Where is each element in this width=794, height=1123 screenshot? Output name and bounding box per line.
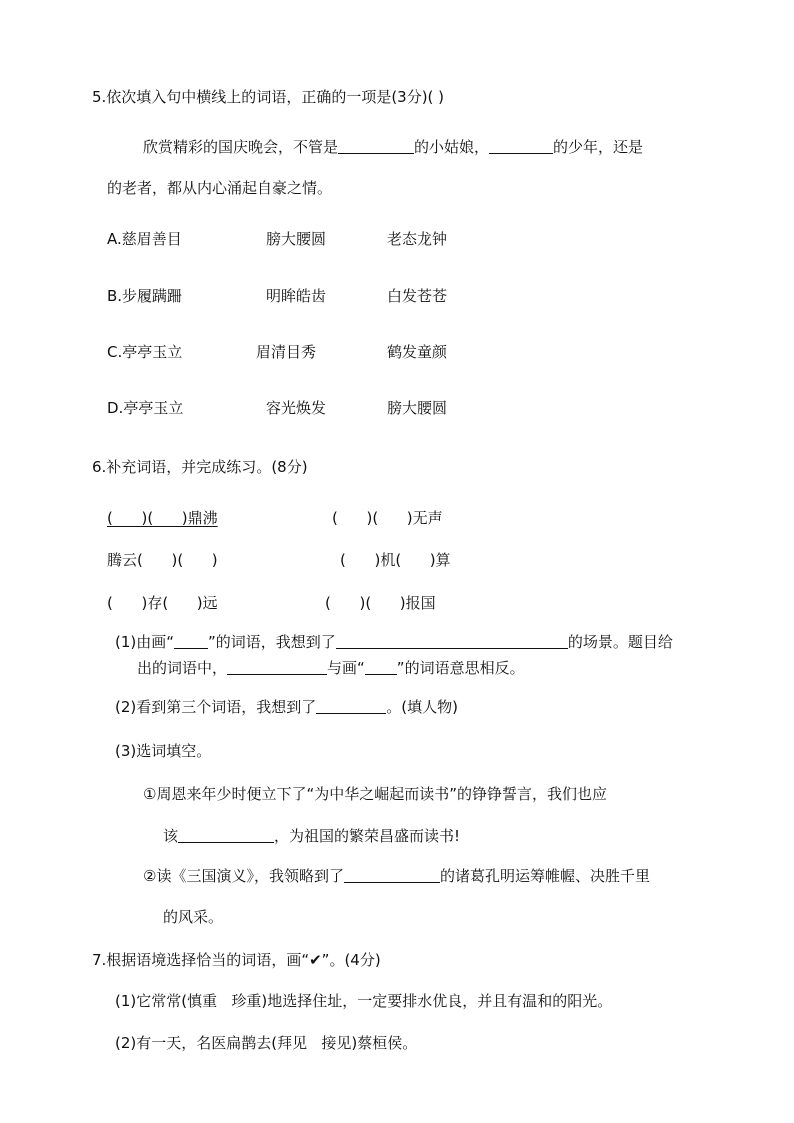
q6-part1-blank-c[interactable] <box>227 658 327 675</box>
q5-option-a-word3: 老态龙钟 <box>387 230 448 248</box>
q5-option-c-word2: 眉清目秀 <box>256 343 317 361</box>
q6-part3-title: (3)选词填空。 <box>115 742 212 760</box>
q5-option-a-word2: 膀大腰圆 <box>266 230 327 248</box>
q6-part1-line2 <box>137 658 525 678</box>
q6-sentence2-blank[interactable] <box>344 866 440 883</box>
q6-part1-text-c: 的场景。题目给 <box>567 633 673 651</box>
q5-option-b-word2: 明眸皓齿 <box>266 287 327 305</box>
q7-item2: (2)有一天，名医扁鹊去(拜见 接见)蔡桓侯。 <box>115 1034 418 1052</box>
q6-sentence1-line2 <box>163 826 460 846</box>
q6-sentence2-line1 <box>143 866 650 886</box>
q5-sentence-part1: 欣赏精彩的国庆晚会，不管是 <box>143 138 339 156</box>
q6-part2-blank[interactable] <box>316 697 386 714</box>
q6-sentence1-text-b: ，为祖国的繁荣昌盛而读书! <box>274 827 461 845</box>
q6-part2-text-a: (2)看到第三个词语，我想到了 <box>115 698 317 716</box>
q5-option-a-label: A.慈眉善目 <box>107 230 182 248</box>
q6-sentence2-line2: 的风采。 <box>163 908 224 926</box>
q5-sentence-line1 <box>143 137 643 157</box>
checkmark-icon: ✔ <box>309 951 322 969</box>
q6-part1-text-d: 出的词语中， <box>137 659 228 677</box>
q5-option-d-word3: 膀大腰圆 <box>387 399 448 417</box>
q6-sentence1-text-a: 该 <box>163 827 179 845</box>
q6-sentence2-text-a: ②读《三国演义》，我领略到了 <box>143 867 344 885</box>
q6-sentence1-line1: ①周恩来年少时便立下了“为中华之崛起而读书”的铮铮誓言，我们也应 <box>143 785 607 803</box>
q7-title-text-a: 7.根据语境选择恰当的词语，画“ <box>92 951 310 969</box>
q5-blank-2[interactable] <box>489 137 553 154</box>
q5-title: 5.依次填入句中横线上的词语，正确的一项是(3分)( ) <box>92 88 445 106</box>
q7-title-text-b: ”。(4分) <box>321 951 381 969</box>
q5-option-b-word3: 白发苍苍 <box>387 287 448 305</box>
q5-option-d-label: D.亭亭玉立 <box>107 399 184 417</box>
q6-part1-blank-b[interactable] <box>336 632 568 649</box>
q6-word-4: ( )机( )算 <box>340 551 451 569</box>
q6-word-6: ( )( )报国 <box>325 594 436 612</box>
q5-sentence-part3: 的少年，还是 <box>553 138 644 156</box>
q5-blank-1[interactable] <box>338 137 414 154</box>
q6-word-2: ( )( )无声 <box>332 509 443 527</box>
q6-part1-text-f: ”的词语意思相反。 <box>396 659 525 677</box>
q6-part1-line1 <box>115 632 673 652</box>
q7-item1: (1)它常常(慎重 珍重)地选择住址，一定要排水优良，并且有温和的阳光。 <box>115 992 613 1010</box>
q6-part1-blank-d[interactable] <box>365 658 397 675</box>
q6-sentence2-text-b: 的诸葛孔明运筹帷幄、决胜千里 <box>439 867 650 885</box>
q6-part1-text-e: 与画“ <box>327 659 365 677</box>
q6-part1-blank-a[interactable] <box>174 632 208 649</box>
q5-option-c-word3: 鹤发童颜 <box>387 343 448 361</box>
q6-sentence1-blank[interactable] <box>178 826 274 843</box>
q6-part1-text-a: (1)由画“ <box>115 633 175 651</box>
q5-sentence-part2: 的小姑娘， <box>414 138 490 156</box>
q5-sentence-line2: 的老者，都从内心涌起自豪之情。 <box>107 179 333 197</box>
q6-word-5: ( )存( )远 <box>107 594 218 612</box>
q5-option-b-label: B.步履蹒跚 <box>107 287 183 305</box>
q5-option-c-label: C.亭亭玉立 <box>107 343 183 361</box>
q6-title: 6.补充词语，并完成练习。(8分) <box>92 458 308 476</box>
q6-part1-text-b: ”的词语，我想到了 <box>208 633 336 651</box>
q6-word-1: ( )( )鼎沸 <box>107 509 218 527</box>
q6-part2-text-b: 。(填人物) <box>386 698 458 716</box>
q6-part2 <box>115 697 458 717</box>
q5-option-d-word2: 容光焕发 <box>266 399 327 417</box>
q7-title <box>92 950 381 970</box>
q6-word-3: 腾云( )( ) <box>107 551 218 569</box>
